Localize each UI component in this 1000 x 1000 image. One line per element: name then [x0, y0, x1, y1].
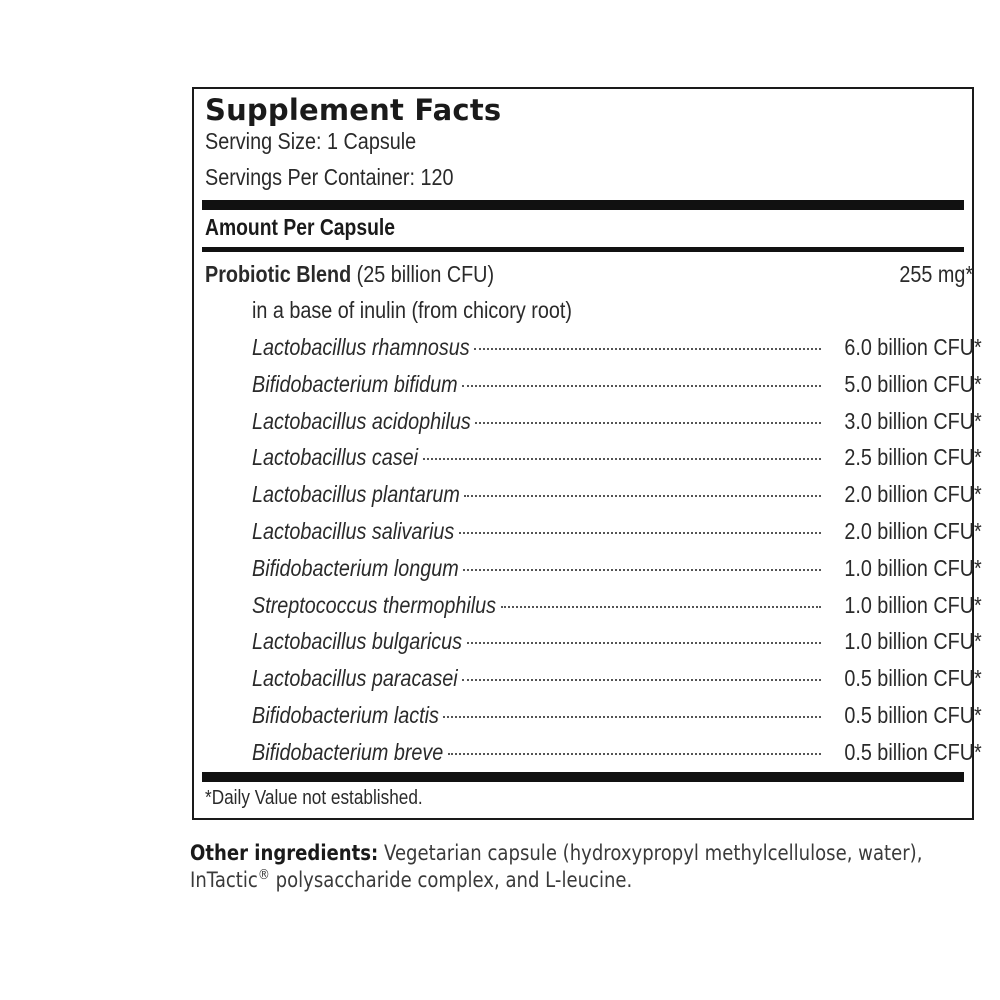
ingredient-amount: 0.5 billion CFU* [844, 665, 982, 692]
panel-title: Supplement Facts [205, 93, 502, 127]
ingredient-amount: 5.0 billion CFU* [844, 370, 982, 397]
ingredient-row [252, 738, 982, 766]
dot-leader [475, 422, 821, 424]
blend-detail: (25 billion CFU) [356, 261, 495, 287]
ingredient-row [252, 333, 982, 361]
ingredient-name: Lactobacillus plantarum [252, 481, 460, 508]
dot-leader [467, 642, 821, 644]
dot-leader [463, 569, 821, 571]
ingredient-row [252, 517, 982, 545]
ingredient-row [252, 701, 982, 729]
ingredient-row [252, 664, 982, 692]
blend-base-row [252, 296, 624, 324]
registered-mark: ® [257, 867, 270, 883]
ingredient-name: Bifidobacterium breve [252, 738, 444, 765]
other-ingredients-label: Other ingredients: [190, 841, 379, 865]
servings-per-container: Servings Per Container: 120 [205, 164, 454, 190]
amount-header: Amount Per Capsule [205, 214, 396, 240]
ingredient-amount: 2.0 billion CFU* [844, 481, 982, 508]
ingredient-name: Bifidobacterium lactis [252, 702, 439, 728]
other-ingredients-text-2: polysaccharide complex, and L-leucine. [269, 868, 633, 892]
blend-row [205, 260, 974, 288]
ingredient-amount: 1.0 billion CFU* [844, 591, 982, 618]
ingredient-row [252, 591, 982, 619]
ingredient-amount: 0.5 billion CFU* [844, 738, 982, 765]
ingredient-row [252, 443, 982, 471]
thick-divider [202, 200, 964, 210]
dot-leader [474, 348, 821, 350]
ingredient-amount: 1.0 billion CFU* [844, 628, 982, 655]
ingredient-name: Lactobacillus rhamnosus [252, 334, 470, 360]
dot-leader [443, 716, 821, 718]
ingredient-name: Lactobacillus bulgaricus [252, 628, 463, 655]
ingredient-name: Streptococcus thermophilus [252, 591, 497, 618]
ingredient-row [252, 407, 982, 435]
ingredient-row [252, 480, 982, 508]
ingredient-row [252, 554, 982, 582]
dot-leader [462, 679, 821, 681]
dot-leader [462, 385, 821, 387]
dot-leader [423, 458, 821, 460]
ingredient-amount: 6.0 billion CFU* [844, 334, 982, 360]
serving-size: Serving Size: 1 Capsule [205, 128, 417, 154]
blend-amount: 255 mg* [899, 261, 974, 287]
ingredient-name: Bifidobacterium bifidum [252, 370, 458, 397]
ingredient-row [252, 370, 982, 398]
medium-divider [202, 247, 964, 252]
dot-leader [501, 606, 821, 608]
dot-leader [464, 495, 821, 497]
ingredient-amount: 1.0 billion CFU* [844, 554, 982, 581]
ingredient-amount: 2.0 billion CFU* [844, 518, 982, 544]
blend-base: in a base of inulin (from chicory root) [252, 297, 572, 323]
ingredient-row [252, 627, 982, 655]
ingredient-name: Lactobacillus salivarius [252, 518, 455, 544]
ingredient-amount: 0.5 billion CFU* [844, 702, 982, 728]
footnote: *Daily Value not established. [205, 787, 423, 809]
dot-leader [448, 753, 821, 755]
ingredient-name: Lactobacillus casei [252, 444, 419, 471]
ingredient-name: Lactobacillus acidophilus [252, 407, 471, 434]
bottom-thick-divider [202, 772, 964, 782]
ingredient-amount: 2.5 billion CFU* [844, 444, 982, 471]
ingredient-amount: 3.0 billion CFU* [844, 407, 982, 434]
other-ingredients-text-1: Vegetarian capsule (hydroxypropyl methylcellulose, water), InTactic [190, 841, 923, 892]
other-ingredients [190, 840, 964, 894]
supplement-facts-panel [192, 87, 982, 820]
dot-leader [459, 532, 821, 534]
ingredient-name: Bifidobacterium longum [252, 554, 459, 581]
blend-name: Probiotic Blend [205, 261, 352, 287]
ingredient-name: Lactobacillus paracasei [252, 665, 458, 692]
